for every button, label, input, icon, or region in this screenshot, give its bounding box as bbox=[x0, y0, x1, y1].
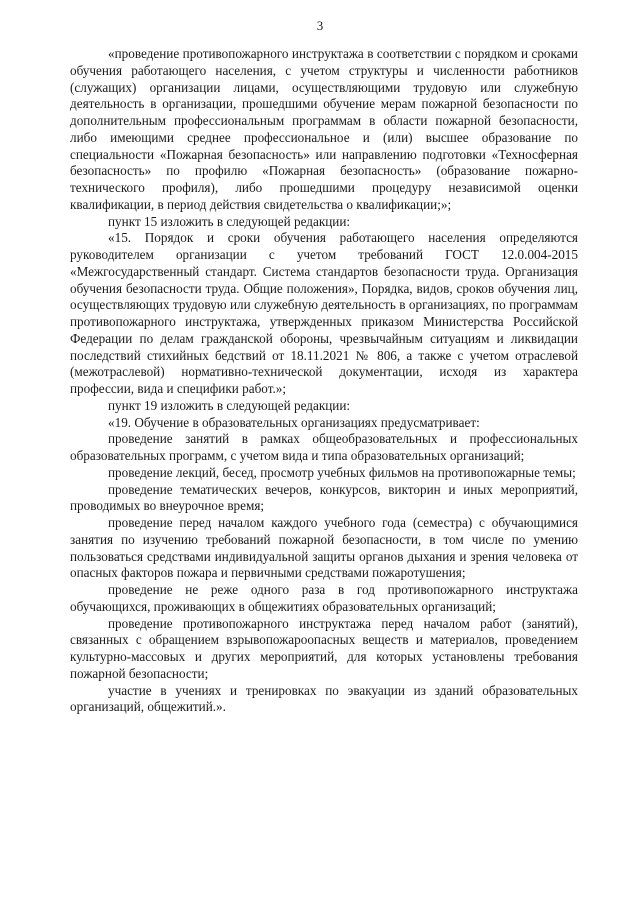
paragraph: «проведение противопожарного инструктажа в соответствии с порядком и сроками обучения работающего населения, с учетом структуры и численности работников (служащих) организации лицами, осуществляющими трудовую или служебную деятельность в организации, прошедшими обучение мерам пожарной безопасности по дополнительным профессиональным программам в области пожарной безопасности, либо имеющими среднее профессиональное и (или) высшее образование по специальности «Пожарная безопасность» или направлению подготовки «Техносферная безопасность» по профилю «Пожарная безопасность» (образование пожарно-технического профиля), либо прошедшими процедуру независимой оценки квалификации, в период действия свидетельства о квалификации;»; bbox=[70, 46, 578, 212]
paragraph: проведение перед началом каждого учебного года (семестра) с обучающимися занятия по изучению требований пожарной безопасности, в том числе по умению пользоваться средствами индивидуальной защиты органов дыхания и зрения человека от опасных факторов пожара и первичными средствами пожаротушения; bbox=[70, 515, 578, 581]
paragraph: пункт 19 изложить в следующей редакции: bbox=[108, 397, 351, 413]
paragraph: «19. Обучение в образовательных организациях предусматривает: bbox=[108, 414, 480, 430]
paragraph: проведение занятий в рамках общеобразовательных и профессиональных образовательных программ, с учетом вида и типа образовательных организаций; bbox=[70, 431, 578, 463]
document-body bbox=[70, 46, 578, 716]
paragraph: пункт 15 изложить в следующей редакции: bbox=[108, 213, 351, 229]
paragraph: проведение противопожарного инструктажа перед началом работ (занятий), связанных с обращением взрывопожароопасных веществ и материалов, проведением культурно-массовых и других мероприятий, для которых установлены требования пожарной безопасности; bbox=[70, 615, 578, 681]
paragraph: «15. Порядок и сроки обучения работающего населения определяются руководителем организации с учетом требований ГОСТ 12.0.004-2015 «Межгосударственный стандарт. Система стандартов безопасности труда. Организация обучения безопасности труда. Общие положения», Порядка, видов, сроков обучения лиц, осуществляющих трудовую или служебную деятельность в организациях, по программам противопожарного инструктажа, утвержденных приказом Министерства Российской Федерации по делам гражданской обороны, чрезвычайным ситуациям и ликвидации последствий стихийных бедствий от 18.11.2021 № 806, а также с учетом отраслевой (межотраслевой) нормативно-технической документации, исходя из характера профессии, вида и специфики работ.»; bbox=[70, 230, 578, 396]
paragraph: проведение тематических вечеров, конкурсов, викторин и иных мероприятий, проводимых во внеурочное время; bbox=[70, 481, 578, 514]
page-number: 3 bbox=[316, 18, 324, 33]
paragraph: проведение лекций, бесед, просмотр учебных фильмов на противопожарные темы; bbox=[108, 464, 576, 480]
paragraph: участие в учениях и тренировках по эвакуации из зданий образовательных организаций, общежитий.». bbox=[70, 682, 578, 715]
paragraph: проведение не реже одного раза в год противопожарного инструктажа обучающихся, проживающих в общежитиях образовательных организаций; bbox=[70, 582, 578, 614]
